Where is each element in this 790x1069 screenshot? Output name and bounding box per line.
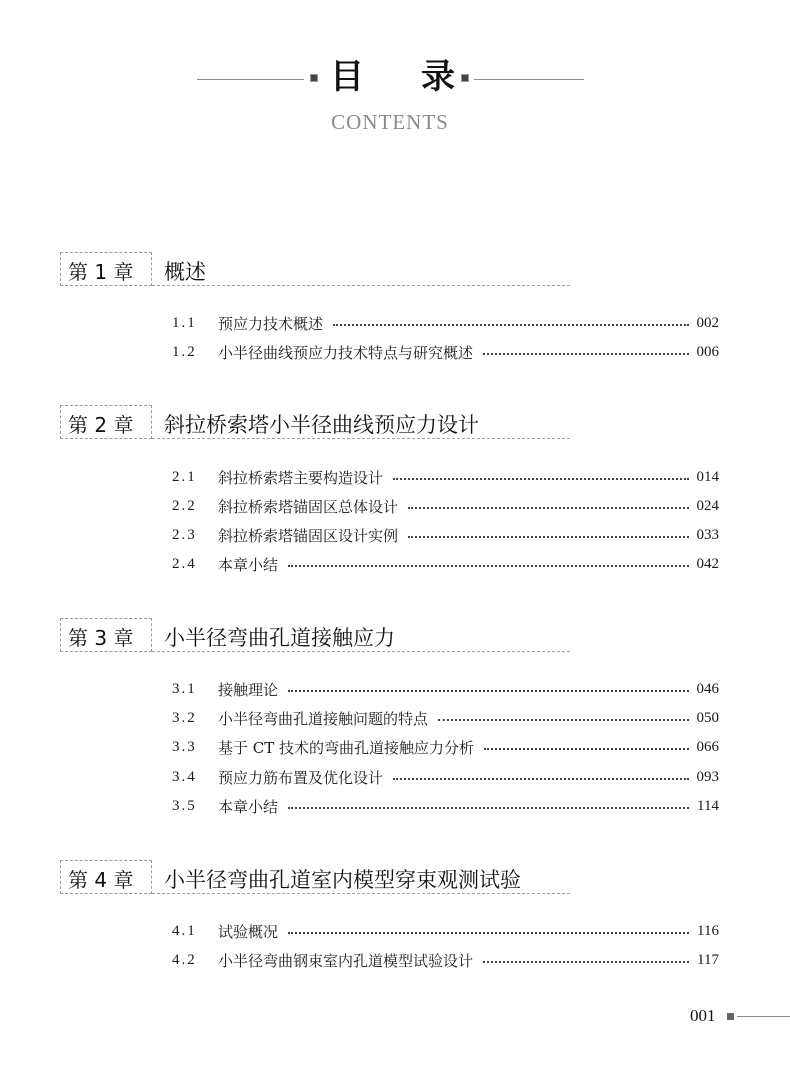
dot-leader xyxy=(484,748,688,750)
entry-page: 093 xyxy=(696,768,719,785)
dot-leader xyxy=(288,565,688,567)
header-right-rule xyxy=(474,79,584,80)
entry-number: 3.3 xyxy=(172,738,197,755)
entry-page: 006 xyxy=(696,343,719,360)
entry-number: 2.4 xyxy=(172,555,197,572)
entry-title: 斜拉桥索塔主要构造设计 xyxy=(218,468,384,487)
toc-entry[interactable] xyxy=(172,340,719,364)
entry-title: 试验概况 xyxy=(218,922,279,941)
entry-page: 116 xyxy=(697,922,719,939)
dot-leader xyxy=(408,536,688,538)
chapter-rule xyxy=(152,285,570,286)
footer-rule xyxy=(737,1016,790,1017)
entry-number: 2.1 xyxy=(172,468,197,485)
toc-entry[interactable] xyxy=(172,794,719,818)
entry-number: 2.3 xyxy=(172,526,197,543)
chapter-rule xyxy=(152,438,570,439)
entry-title: 斜拉桥索塔锚固区总体设计 xyxy=(218,497,399,516)
dot-leader xyxy=(408,507,688,509)
entry-title: 小半径曲线预应力技术特点与研究概述 xyxy=(218,343,474,362)
toc-entry[interactable] xyxy=(172,677,719,701)
entry-number: 3.2 xyxy=(172,709,197,726)
entry-number: 4.1 xyxy=(172,922,197,939)
dot-leader xyxy=(288,690,688,692)
entry-number: 1.1 xyxy=(172,314,197,331)
toc-entry[interactable] xyxy=(172,948,719,972)
dot-leader xyxy=(333,324,688,326)
entry-title: 小半径弯曲孔道接触问题的特点 xyxy=(218,709,429,728)
entry-number: 3.4 xyxy=(172,768,197,785)
header-left-rule xyxy=(197,79,304,80)
dot-leader xyxy=(483,961,689,963)
entry-title: 基于 CT 技术的弯曲孔道接触应力分析 xyxy=(218,738,475,757)
page-title xyxy=(330,56,455,98)
entry-number: 3.1 xyxy=(172,680,197,697)
chapter-rule xyxy=(152,893,570,894)
entry-page: 046 xyxy=(696,680,719,697)
entry-title: 本章小结 xyxy=(218,797,279,816)
entry-number: 4.2 xyxy=(172,951,197,968)
entry-title: 小半径弯曲钢束室内孔道模型试验设计 xyxy=(218,951,474,970)
toc-entry[interactable] xyxy=(172,465,719,489)
entry-page: 024 xyxy=(696,497,719,514)
entry-number: 2.2 xyxy=(172,497,197,514)
header-right-square-ornament xyxy=(461,74,469,82)
toc-entry[interactable] xyxy=(172,706,719,730)
entry-title: 斜拉桥索塔锚固区设计实例 xyxy=(218,526,399,545)
entry-title: 本章小结 xyxy=(218,555,279,574)
toc-entry[interactable] xyxy=(172,919,719,943)
entry-page: 066 xyxy=(696,738,719,755)
entry-page: 002 xyxy=(696,314,719,331)
entry-page: 014 xyxy=(696,468,719,485)
chapter-title: 斜拉桥索塔小半径曲线预应力设计 xyxy=(164,413,479,437)
chapter-title: 小半径弯曲孔道室内模型穿束观测试验 xyxy=(164,868,521,892)
page-subtitle: CONTENTS xyxy=(331,110,449,134)
toc-entry[interactable] xyxy=(172,494,719,518)
entry-page: 117 xyxy=(697,951,719,968)
chapter-title: 小半径弯曲孔道接触应力 xyxy=(164,626,395,650)
dot-leader xyxy=(288,807,689,809)
toc-entry[interactable] xyxy=(172,765,719,789)
entry-number: 3.5 xyxy=(172,797,197,814)
chapter-rule xyxy=(152,651,570,652)
chapter-number: 第 1 章 xyxy=(68,260,134,284)
dot-leader xyxy=(288,932,689,934)
title-char-2: 录 xyxy=(421,57,455,97)
entry-number: 1.2 xyxy=(172,343,197,360)
entry-title: 预应力筋布置及优化设计 xyxy=(218,768,384,787)
dot-leader xyxy=(393,478,688,480)
toc-entry[interactable] xyxy=(172,552,719,576)
page-number: 001 xyxy=(690,1006,716,1025)
chapter-number: 第 3 章 xyxy=(68,626,134,650)
toc-entry[interactable] xyxy=(172,523,719,547)
dot-leader xyxy=(438,719,688,721)
entry-page: 033 xyxy=(696,526,719,543)
header-left-square-ornament xyxy=(310,74,318,82)
title-char-1: 目 xyxy=(330,57,364,97)
entry-page: 050 xyxy=(696,709,719,726)
entry-page: 042 xyxy=(696,555,719,572)
footer-square-ornament xyxy=(727,1013,734,1020)
toc-entry[interactable] xyxy=(172,311,719,335)
toc-entry[interactable] xyxy=(172,735,719,759)
chapter-title: 概述 xyxy=(164,260,206,284)
entry-page: 114 xyxy=(697,797,719,814)
entry-title: 接触理论 xyxy=(218,680,279,699)
chapter-number: 第 2 章 xyxy=(68,413,134,437)
dot-leader xyxy=(483,353,688,355)
dot-leader xyxy=(393,778,688,780)
entry-title: 预应力技术概述 xyxy=(218,314,324,333)
chapter-number: 第 4 章 xyxy=(68,868,134,892)
